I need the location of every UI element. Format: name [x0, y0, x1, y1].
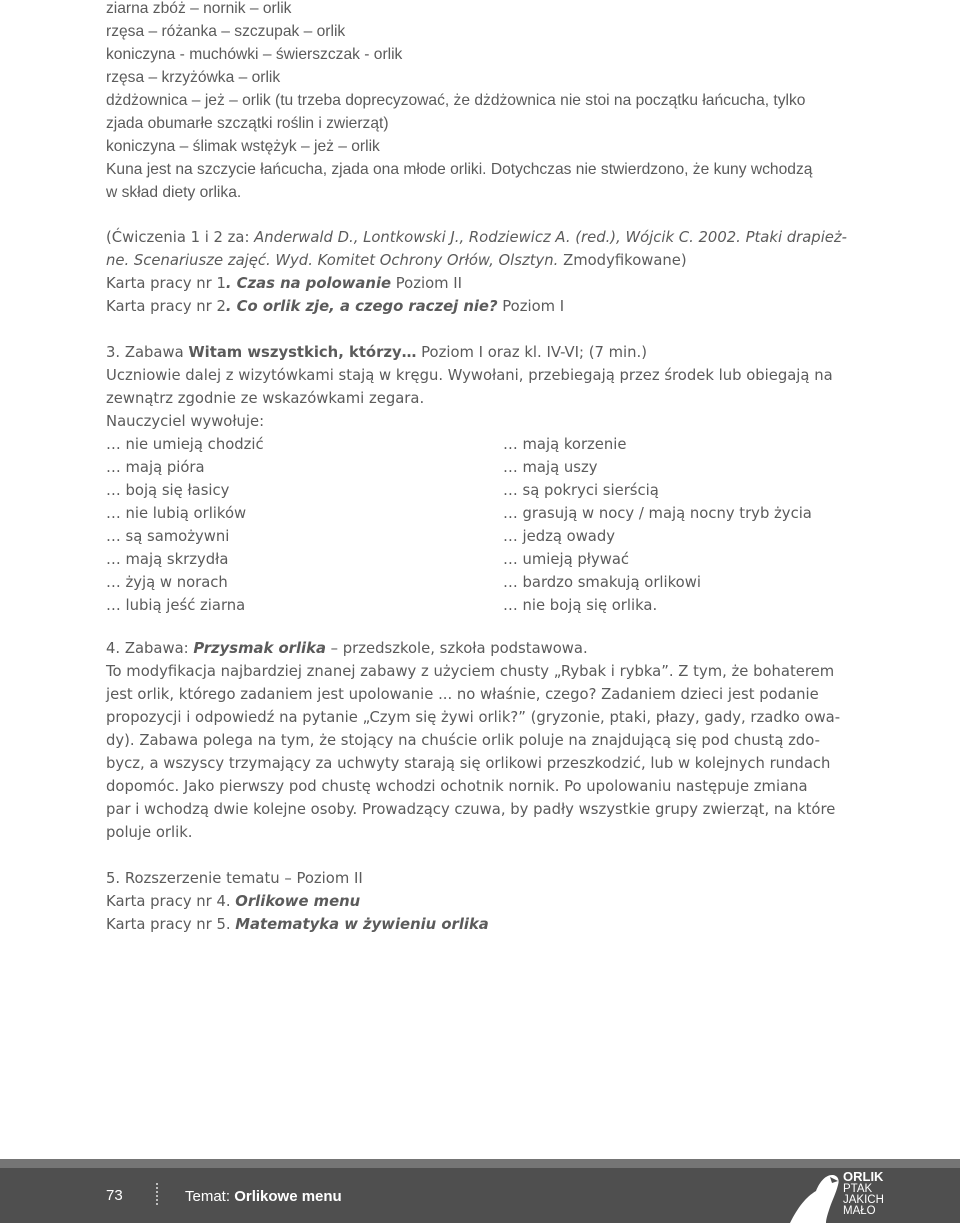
game-4: [106, 637, 866, 844]
citation-prefix: (Ćwiczenia 1 i 2 za:: [106, 229, 255, 246]
calls-row: … mają skrzydła … umieją pływać: [106, 551, 630, 568]
calls-row: … są samożywni … jedzą owady: [106, 528, 616, 545]
page-footer: [0, 1159, 960, 1223]
section-5-heading: 5. Rozszerzenie tematu – Poziom II: [106, 870, 363, 887]
intro-line: rzęsa – krzyżówka – orlik: [106, 69, 281, 86]
game-3: [106, 341, 866, 433]
intro-line: rzęsa – różanka – szczupak – orlik: [106, 23, 346, 40]
calls-list: [106, 433, 866, 617]
worksheet-4[interactable]: Karta pracy nr 4. Orlikowe menu: [106, 893, 361, 910]
calls-row: … boją się łasicy … są pokryci sierścią: [106, 482, 659, 499]
game-3-text: zewnątrz zgodnie ze wskazówkami zegara.: [106, 390, 425, 407]
calls-row: … mają pióra … mają uszy: [106, 459, 598, 476]
intro-line: koniczyna – ślimak wstężyk – jeż – orlik: [106, 138, 380, 155]
intro-line: ziarna zbóż – nornik – orlik: [106, 0, 292, 17]
citation-tail: Zmodyfikowane): [558, 252, 687, 269]
intro-line: dżdżownica – jeż – orlik (tu trzeba doprecyzować, że dżdżownica nie stoi na początku łańcucha, tylko: [106, 92, 806, 109]
intro-line: koniczyna - muchówki – świerszczak - orlik: [106, 46, 403, 63]
intro-line: zjada obumarłe szczątki roślin i zwierząt): [106, 115, 389, 132]
topic-label: Temat: Orlikowe menu: [185, 1188, 342, 1205]
page-number: 73: [106, 1187, 123, 1204]
worksheet-2[interactable]: Karta pracy nr 2. Co orlik zje, a czego raczej nie? Poziom I: [106, 298, 565, 315]
calls-row: … żyją w norach … bardzo smakują orlikowi: [106, 574, 701, 591]
worksheet-5[interactable]: Karta pracy nr 5. Matematyka w żywieniu orlika: [106, 916, 489, 933]
footer-divider: [156, 1183, 160, 1205]
food-chain-list: [106, 0, 866, 204]
calls-row: … nie lubią orlików … grasują w nocy / mają nocny tryb życia: [106, 505, 812, 522]
section-5: [106, 867, 866, 936]
game-3-text: Uczniowie dalej z wizytówkami stają w kręgu. Wywołani, przebiegają przez środek lub obiegają na: [106, 367, 833, 384]
topic-value: Orlikowe menu: [234, 1188, 342, 1205]
calls-row: … nie umieją chodzić … mają korzenie: [106, 436, 627, 453]
intro-line: w skład diety orlika.: [106, 184, 242, 201]
worksheet-1[interactable]: Karta pracy nr 1. Czas na polowanie Poziom II: [106, 275, 462, 292]
logo-text: ORLIK PTAK JAKICH MAŁO: [843, 1169, 884, 1217]
intro-line: Kuna jest na szczycie łańcucha, zjada ona młode orliki. Dotychczas nie stwierdzono, że kuny wchodzą: [106, 161, 813, 178]
citation-block: [106, 226, 866, 318]
citation-authors: Anderwald D., Lontkowski J., Rodziewicz A. (red.), Wójcik C. 2002. Ptaki drapież-: [254, 229, 848, 246]
worksheet-2-title: Co orlik zje, a czego raczej nie?: [236, 298, 498, 315]
calls-row: … lubią jeść ziarna … nie boją się orlika.: [106, 597, 658, 614]
worksheet-1-title: Czas na polowanie: [236, 275, 392, 292]
game-4-description: To modyfikacja najbardziej znanej zabawy z użyciem chusty „Rybak i rybka”. Z tym, że bohaterem jest orlik, którego zadaniem jest upolowanie ... no właśnie, czego? Zadaniem dzieci jest podanie propozycji i odpowiedź na pytanie „Czym się żywi orlik?” (gryzonie, ptaki, płazy, gady, rzadko owa- dy). Zabawa polega na tym, że stojący na chuście orlik poluje na znajdującą się pod chustą zdo- bycz, a wszyscy trzymający za uchwyty starają się orlikowi przeszkodzić, lub w kolejnych rundach dopomóc. Jako pierwszy pod chustę wchodzi ochotnik nornik. Po upolowaniu następuje zmiana par i wchodzą dwie kolejne osoby. Prowadzący czuwa, by padły wszystkie grupy zwierząt, na które poluje orlik.: [106, 663, 841, 841]
teacher-calls-label: Nauczyciel wywołuje:: [106, 413, 265, 430]
game-4-heading: 4. Zabawa: Przysmak orlika – przedszkole, szkoła podstawowa.: [106, 640, 588, 657]
game-3-heading: 3. Zabawa Witam wszystkich, którzy… Poziom I oraz kl. IV-VI; (7 min.): [106, 344, 647, 361]
citation-source: ne. Scenariusze zajęć. Wyd. Komitet Ochrony Orłów, Olsztyn.: [106, 252, 559, 269]
